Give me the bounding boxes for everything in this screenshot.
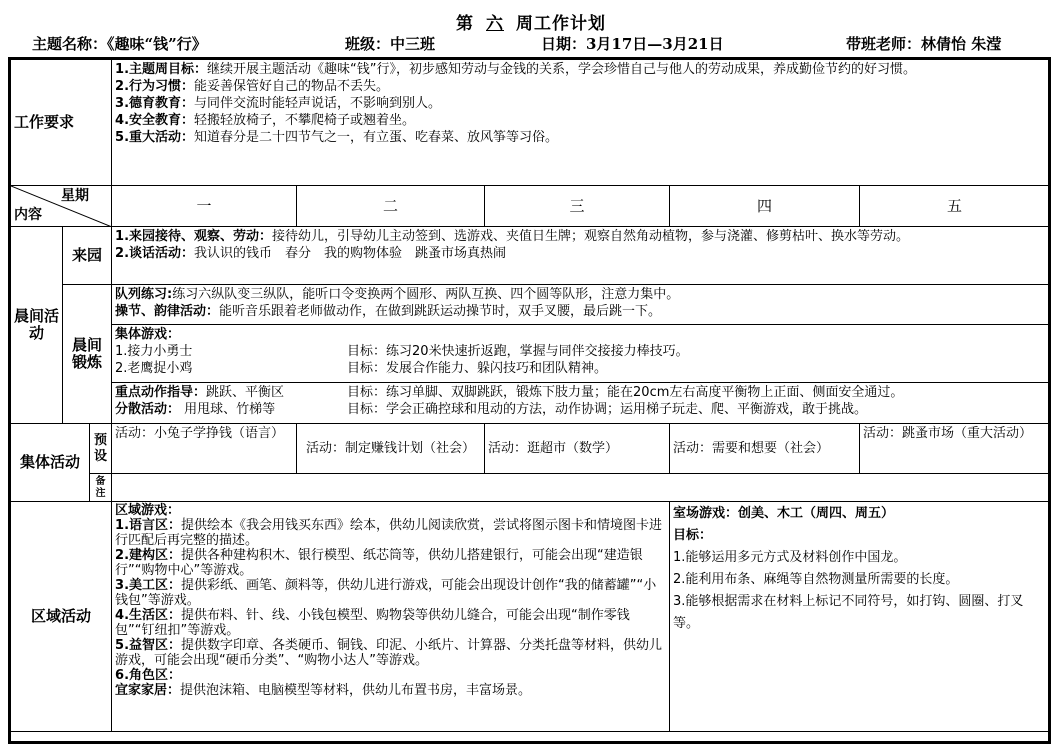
page-title — [0, 9, 1062, 34]
plan-label: 预设 — [90, 424, 112, 474]
activity-friday: 活动：跳蚤市场（重大活动） — [860, 424, 1050, 474]
corner-top-label: 星期 — [61, 188, 90, 204]
title-prefix: 第 — [456, 14, 474, 34]
corner-bottom-label: 内容 — [14, 207, 42, 223]
outdoor-goal: 2.能利用布条、麻绳等自然物测量所需要的长度。 — [673, 572, 959, 587]
group-activity-label: 集体活动 — [11, 424, 90, 502]
area-item: 5.益智区：提供数字印章、各类硬币、铜钱、印泥、小纸片、计算器、分类托盘等材料，供幼儿游戏，可能会出现“硬币分类”、“购物小达人”等游戏。 — [115, 638, 663, 668]
theme-name: 主题名称：《趣味“钱”行》 — [32, 35, 207, 53]
area-item: 4.生活区：提供布料、针、线、小钱包模型、购物袋等供幼儿缝合，可能会出现“制作零钱包”“钉纽扣”等游戏。 — [115, 608, 630, 638]
requirement-item: 1.主题周目标：继续开展主题活动《趣味“钱”行》，初步感知劳动与金钱的关系，学会珍惜自己与他人的劳动成果，养成勤俭节约的好习惯。 — [115, 62, 916, 77]
outdoor-games-content: 室场游戏：创美、木工（周四、周五） 目标： 1.能够运用多元方式及材料创作中国龙。 2.能利用布条、麻绳等自然物测量所需要的长度。 3.能够根据需求在材料上标记不同符号，如打钩、圆圈、打叉等。 — [670, 502, 1050, 732]
activity-wednesday: 活动：逛超市（数学） — [485, 424, 670, 474]
class-name: 班级：中三班 — [345, 35, 436, 53]
arrival-label: 来园 — [63, 227, 112, 285]
day-friday: 五 — [860, 186, 1050, 227]
requirement-item: 5.重大活动：知道春分是二十四节气之一，有立蛋、吃春菜、放风筝等习俗。 — [115, 130, 559, 145]
title-suffix: 周工作计划 — [516, 14, 606, 34]
area-activity-label: 区域活动 — [11, 502, 112, 732]
day-wednesday: 三 — [485, 186, 670, 227]
area-item: 3.美工区：提供彩纸、画笔、颜料等，供幼儿进行游戏，可能会出现设计创作“我的储蓄罐”“小钱包”等游戏。 — [115, 578, 657, 608]
activity-monday: 活动：小兔子学挣钱（语言） — [112, 424, 297, 474]
activity-tuesday: 活动：制定赚钱计划（社会） — [297, 424, 485, 474]
group-games-content: 集体游戏： 1.接力小勇士 目标：练习20米快速折返跑，掌握与同伴交接接力棒技巧。 2.老鹰捉小鸡 目标：发展合作能力、躲闪技巧和团队精神。 — [112, 325, 1050, 383]
requirements-label: 工作要求 — [11, 60, 112, 186]
requirement-item: 2.行为习惯：能妥善保管好自己的物品不丢失。 — [115, 79, 390, 94]
outdoor-goal: 3.能够根据需求在材料上标记不同符号，如打钩、圆圈、打叉等。 — [673, 594, 1024, 631]
requirement-item: 3.德育教育：与同伴交流时能轻声说话，不影响到别人。 — [115, 96, 442, 111]
queue-rhythm-content: 队列练习:练习六纵队变三纵队，能听口令变换两个圆形、两队互换、四个圆等队形，注意力集中。 操节、韵律活动：能听音乐跟着老师做动作，在做到跳跃运动操节时，双手叉腰，最后跳一下。 — [112, 285, 1050, 325]
outdoor-goal: 1.能够运用多元方式及材料创作中国龙。 — [673, 550, 907, 565]
morning-label: 晨间活动 — [11, 227, 63, 424]
weekly-plan-table — [10, 59, 1050, 732]
activity-thursday: 活动：需要和想要（社会） — [670, 424, 860, 474]
area-item: 1.语言区：提供绘本《我会用钱买东西》绘本，供幼儿阅读欣赏，尝试将图示图卡和情境图卡进行匹配后再完整的描述。 — [115, 518, 663, 548]
note-label: 备注 — [90, 474, 112, 502]
key-guidance-content: 重点动作指导：跳跃、平衡区 目标：练习单脚、双脚跳跃，锻炼下肢力量；能在20cm左右高度平衡物上正面、侧面安全通过。 分散活动： 用甩球、竹梯等 目标：学会正确控球和甩动的方法，动作协调；运用梯子玩走、爬、平衡游戏，敢于挑战。 — [112, 383, 1050, 424]
area-games-content: 区域游戏： 1.语言区：提供绘本《我会用钱买东西》绘本，供幼儿阅读欣赏，尝试将图示图卡和情境图卡进行匹配后再完整的描述。 2.建构区：提供各种建构积木、银行模型、纸芯筒等，供幼儿搭建银行，可能会出现“建造银行”“购物中心”等游戏。 3.美工区：提供彩纸、画笔、颜料等，供幼儿进行游戏，可能会出现设计创作“我的储蓄罐”“小钱包”等游戏。 4.生活区：提供布料、针、线、小钱包模型、购物袋等供幼儿缝合，可能会出现“制作零钱包”“钉纽扣”等游戏。 5.益智区：提供数字印章、各类硬币、铜钱、印泥、小纸片、计算器、分类托盘等材料，供幼儿游戏，可能会出现“硬币分类”、“购物小达人”等游戏。 6.角色区： 宜家家居：提供泡沫箱、电脑模型等材料，供幼儿布置书房，丰富场景。 — [112, 502, 670, 732]
area-item: 2.建构区：提供各种建构积木、银行模型、纸芯筒等，供幼儿搭建银行，可能会出现“建造银行”“购物中心”等游戏。 — [115, 548, 643, 578]
week-number: 六 — [486, 14, 504, 34]
date-range: 日期：3月17日—3月21日 — [541, 35, 724, 53]
day-monday: 一 — [112, 186, 297, 227]
requirement-item: 4.安全教育：轻搬轻放椅子，不攀爬椅子或翘着坐。 — [115, 113, 416, 128]
arrival-content: 1.来园接待、观察、劳动：接待幼儿，引导幼儿主动签到、选游戏、夹值日生牌；观察自然角动植物，参与浇灌、修剪枯叶、换水等劳动。 2.谈话活动：我认识的钱币 春分 我的购物体验 跳蚤市场真热闹 — [112, 227, 1050, 285]
corner-header — [11, 186, 112, 227]
note-content — [112, 474, 1050, 502]
day-thursday: 四 — [670, 186, 860, 227]
area-item: 宜家家居：提供泡沫箱、电脑模型等材料，供幼儿布置书房，丰富场景。 — [115, 683, 532, 698]
requirements-content — [112, 60, 1050, 186]
area-item: 6.角色区： — [115, 668, 182, 683]
day-tuesday: 二 — [297, 186, 485, 227]
teacher-names: 带班老师：林倩怡 朱滢 — [846, 35, 1002, 53]
exercise-label: 晨间锻炼 — [63, 285, 112, 424]
header-meta — [0, 33, 1062, 55]
